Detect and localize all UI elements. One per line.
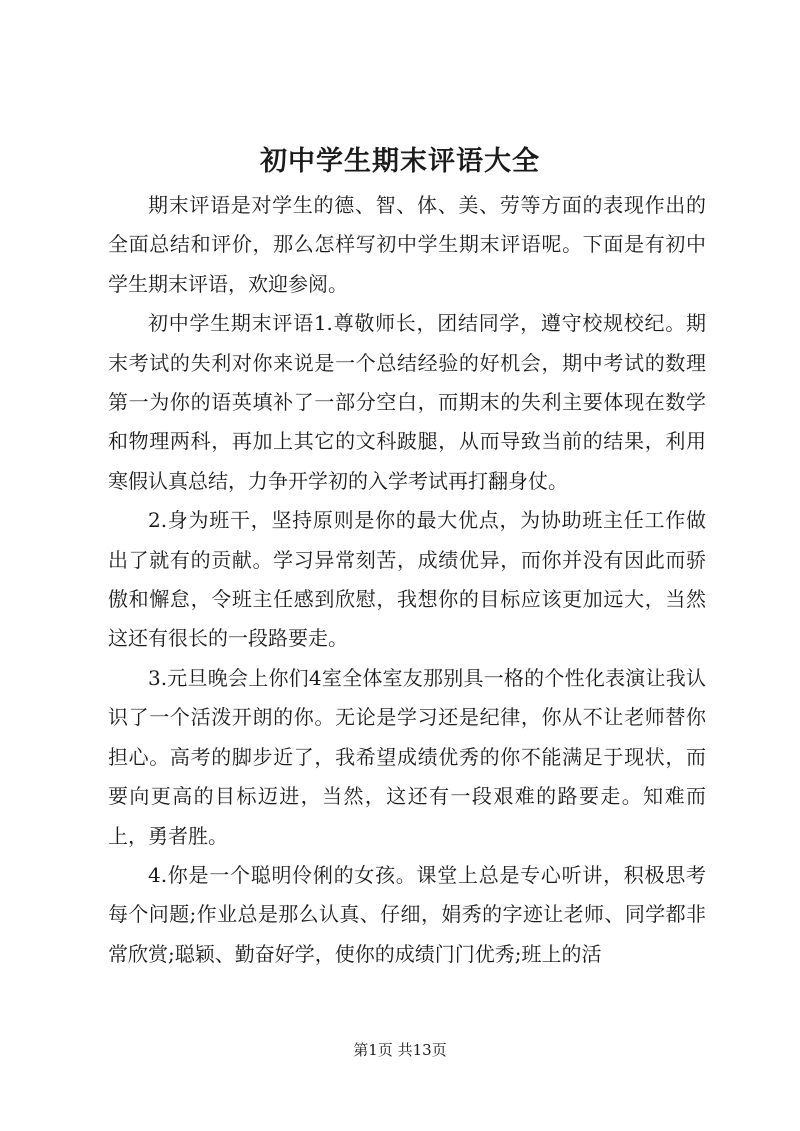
- paragraph-comment-2: 2.身为班干，坚持原则是你的最大优点，为协助班主任工作做出了就有的贡献。学习异常刻苦，成绩优异，而你并没有因此而骄傲和懈怠，令班主任感到欣慰，我想你的目标应该更加远大，当然这还有很长的一段路要走。: [108, 508, 706, 651]
- document-body: [108, 186, 706, 974]
- paragraph-comment-4: 4.你是一个聪明伶俐的女孩。课堂上总是专心听讲，积极思考每个问题;作业总是那么认真、仔细，娟秀的字迹让老师、同学都非常欣赏;聪颖、勤奋好学，使你的成绩门门优秀;班上的活: [108, 862, 706, 966]
- paragraph-comment-3: 3.元旦晚会上你们4室全体室友那别具一格的个性化表演让我认识了一个活泼开朗的你。无论是学习还是纪律，你从不让老师替你担心。高考的脚步近了，我希望成绩优秀的你不能满足于现状，而要向更高的目标迈进，当然，这还有一段艰难的路要走。知难而上，勇者胜。: [108, 665, 706, 848]
- paragraph-comment-1: 初中学生期末评语1.尊敬师长，团结同学，遵守校规校纪。期末考试的失利对你来说是一个总结经验的好机会，期中考试的数理第一为你的语英填补了一部分空白，而期末的失利主要体现在数学和物理两科，再加上其它的文科跛腿，从而导致当前的结果，利用寒假认真总结，力争开学初的入学考试再打翻身仗。: [108, 311, 706, 493]
- page-footer: 第1页 共13页: [353, 1041, 447, 1059]
- paragraph-intro: 期末评语是对学生的德、智、体、美、劳等方面的表现作出的全面总结和评价，那么怎样写初中学生期末评语呢。下面是有初中学生期末评语，欢迎参阅。: [108, 193, 706, 296]
- document-title: 初中学生期末评语大全: [260, 146, 540, 177]
